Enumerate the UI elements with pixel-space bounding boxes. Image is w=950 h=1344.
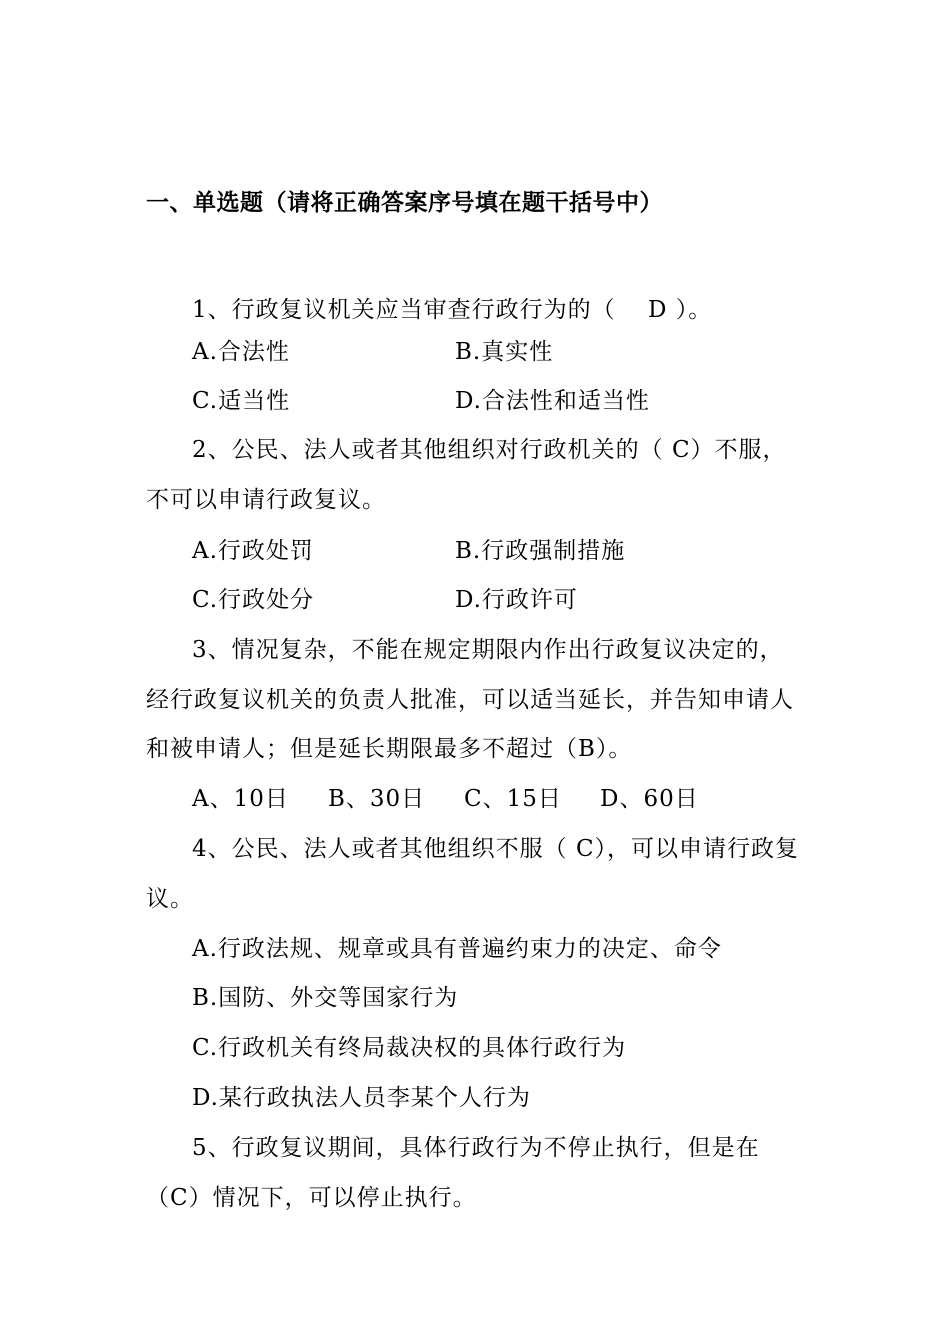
question-4-stem: 4、公民、法人或者其他组织不服（ C），可以申请行政复议。 bbox=[146, 836, 800, 912]
question-3-option-d: D、60日 bbox=[600, 786, 699, 812]
question-3-option-b: B、30日 bbox=[328, 786, 426, 812]
section-heading: 一、单选题（请将正确答案序号填在题干括号中） bbox=[146, 190, 663, 216]
question-1-option-c: C.适当性 bbox=[192, 388, 291, 414]
question-4-option-b: B.国防、外交等国家行为 bbox=[192, 985, 459, 1011]
question-5-stem: 5、行政复议期间，具体行政行为不停止执行，但是在（C）情况下，可以停止执行。 bbox=[146, 1135, 760, 1211]
question-2-option-b: B.行政强制措施 bbox=[455, 538, 626, 564]
question-3-options bbox=[192, 784, 736, 814]
question-4-option-d: D.某行政执法人员李某个人行为 bbox=[192, 1085, 531, 1111]
question-2-stem: 2、公民、法人或者其他组织对行政机关的（ C）不服，不可以申请行政复议。 bbox=[146, 437, 787, 513]
question-2-option-d: D.行政许可 bbox=[455, 587, 578, 613]
question-3-stem: 3、情况复杂，不能在规定期限内作出行政复议决定的，经行政复议机关的负责人批准，可以适当延长，并告知申请人和被申请人；但是延长期限最多不超过（B）。 bbox=[146, 637, 794, 763]
question-4-option-a: A.行政法规、规章或具有普遍约束力的决定、命令 bbox=[192, 936, 722, 962]
question-2-option-c: C.行政处分 bbox=[192, 587, 315, 613]
question-3-option-a: A、10日 bbox=[192, 786, 289, 812]
question-1-option-a: A.合法性 bbox=[192, 339, 290, 365]
question-2-option-a: A.行政处罚 bbox=[192, 538, 314, 564]
question-1-option-b: B.真实性 bbox=[455, 339, 554, 365]
question-1-stem: 1、行政复议机关应当审查行政行为的（ D ）。 bbox=[192, 297, 713, 323]
question-1-option-d: D.合法性和适当性 bbox=[455, 388, 650, 414]
question-4-option-c: C.行政机关有终局裁决权的具体行政行为 bbox=[192, 1035, 627, 1061]
question-3-option-c: C、15日 bbox=[464, 786, 562, 812]
